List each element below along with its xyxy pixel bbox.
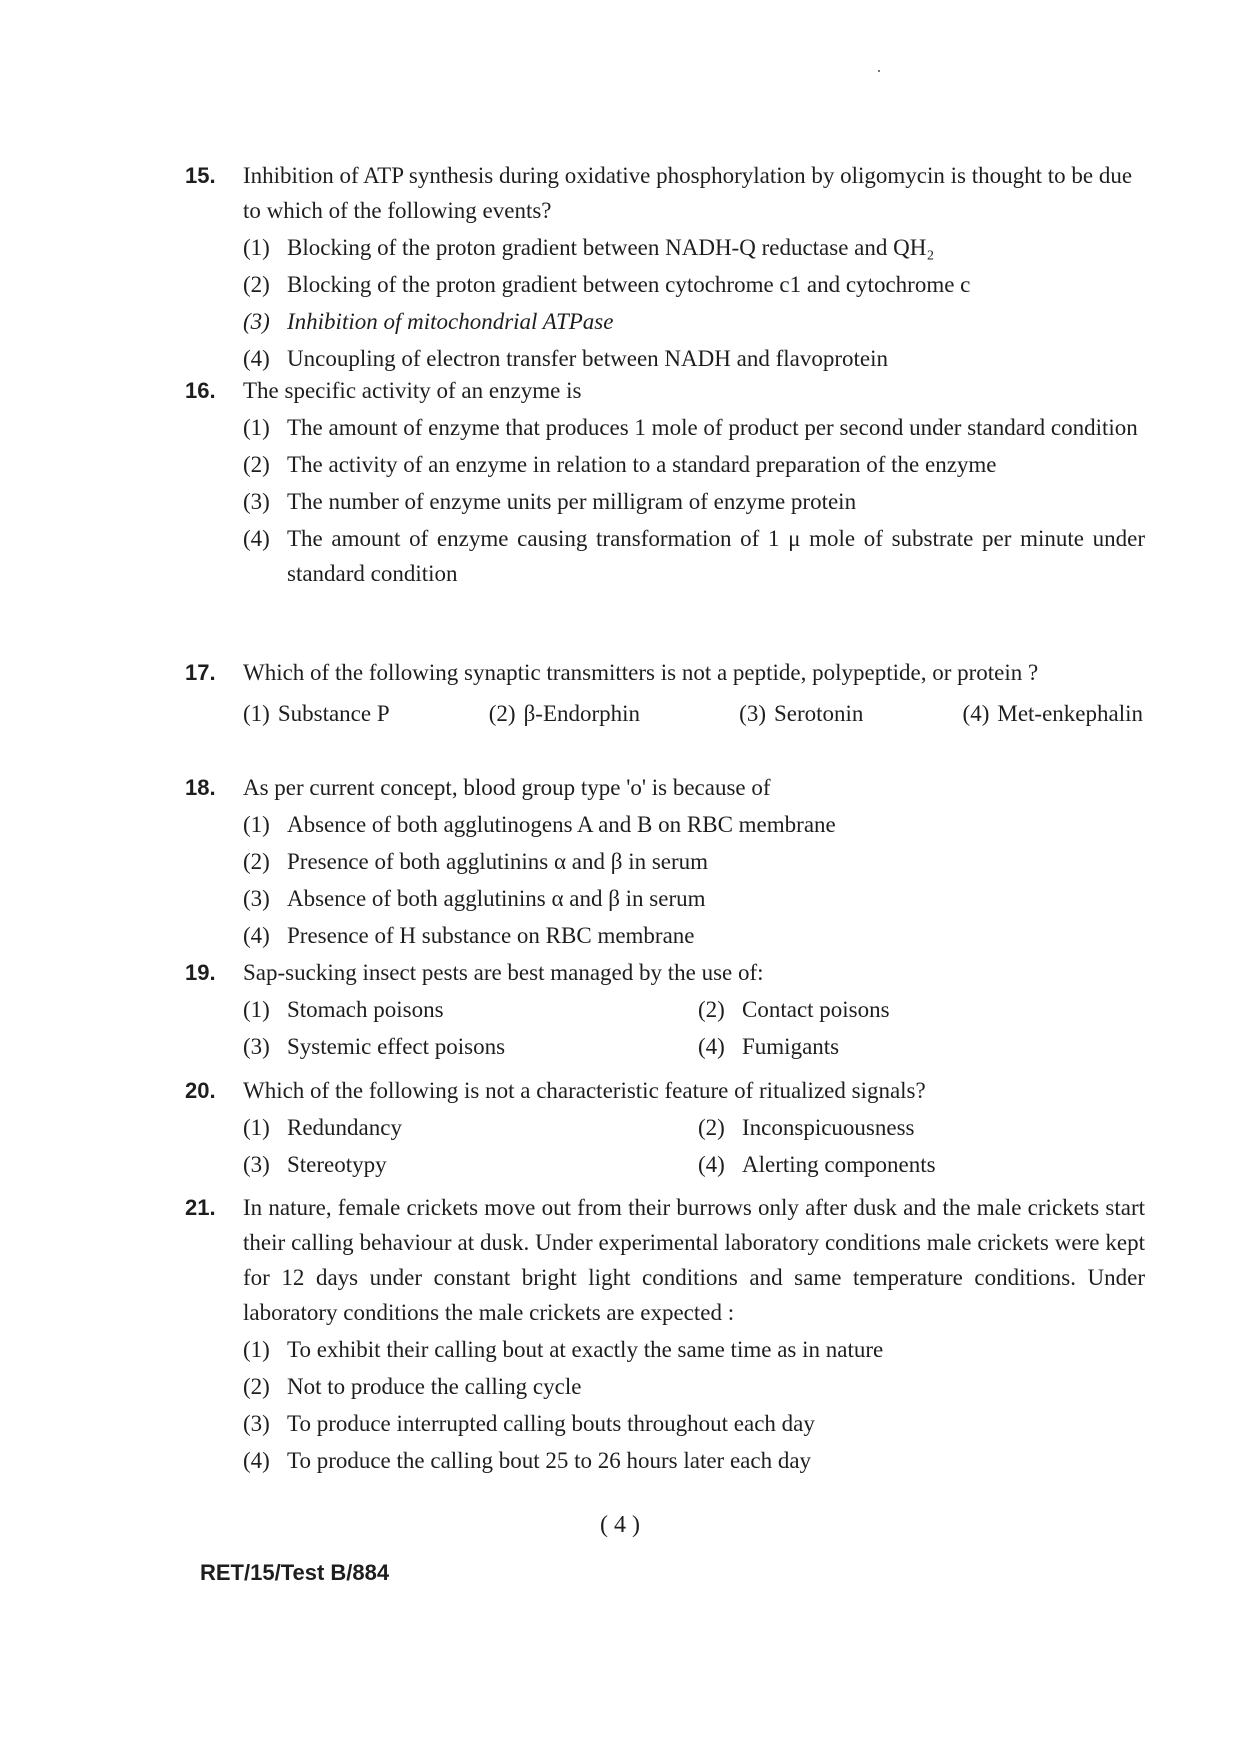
option-list [243,990,1145,1064]
option-1 [243,696,390,731]
option-text: To produce interrupted calling bouts throughout each day [287,1411,815,1436]
option-text: Uncoupling of electron transfer between NADH and flavoprotein [287,346,888,371]
option-number: (2) [243,452,270,477]
option-number: (1) [243,997,270,1022]
option-number: (3) [243,309,270,334]
option-text: β-Endorphin [523,701,641,726]
option-text: Not to produce the calling cycle [287,1374,582,1399]
option-list [243,230,1145,376]
question-19 [185,955,1145,1064]
option-3 [243,304,1145,339]
option-text: Stomach poisons [287,997,444,1022]
option-3 [243,881,1145,916]
option-number: (4) [243,923,270,948]
option-3 [243,1029,698,1064]
option-text: Blocking of the proton gradient between NADH-Q reductase and QH₂ [287,235,935,260]
option-text: Systemic effect poisons [287,1034,506,1059]
question-stem: Which of the following is not a characteristic feature of ritualized signals? [243,1078,926,1103]
option-list [243,410,1145,591]
question-20 [185,1073,1145,1182]
question-15 [185,158,1145,376]
option-number: (4) [698,1152,725,1177]
option-text: Contact poisons [742,997,890,1022]
option-number: (1) [243,1115,270,1140]
option-list [243,1332,1145,1478]
option-text: The amount of enzyme that produces 1 mole of product per second under standard condition [287,415,1138,440]
option-text: Substance P [277,701,390,726]
option-4 [698,1147,1153,1182]
option-3 [243,1406,1145,1441]
option-4 [243,1443,1145,1478]
option-text: Alerting components [742,1152,936,1177]
option-2 [243,447,1145,482]
option-text: Stereotypy [287,1152,387,1177]
option-number: (1) [243,701,270,726]
question-number: 20. [185,1078,216,1103]
question-stem: Which of the following synaptic transmitters is not a peptide, polypeptide, or protein ? [243,660,1039,685]
option-text: Fumigants [742,1034,840,1059]
option-text: Inconspicuousness [742,1115,915,1140]
option-1 [243,410,1145,445]
question-number: 17. [185,660,216,685]
question-16 [185,373,1145,591]
footer-code: RET/15/Test B/884 [200,1560,390,1585]
option-number: (3) [739,701,766,726]
question-number: 21. [185,1195,216,1220]
option-number: (1) [243,812,270,837]
option-1 [243,992,698,1027]
option-4 [243,521,1145,591]
option-text: Presence of H substance on RBC membrane [287,923,695,948]
option-1 [243,1110,698,1145]
option-list [243,1108,1145,1182]
option-2 [243,844,1145,879]
option-list [243,694,1143,731]
option-number: (2) [698,1115,725,1140]
option-text: The amount of enzyme causing transformation of 1 μ mole of substrate per minute under standard condition [287,526,1145,586]
option-number: (4) [243,346,270,371]
option-list [243,807,1145,953]
option-number: (2) [243,272,270,297]
option-number: (3) [243,886,270,911]
option-number: (3) [243,1411,270,1436]
option-number: (3) [243,489,270,514]
option-number: (2) [243,1374,270,1399]
option-4 [963,696,1143,731]
option-3 [739,696,863,731]
option-number: (1) [243,415,270,440]
option-1 [243,807,1145,842]
question-18 [185,770,1145,953]
option-number: (4) [243,526,270,551]
option-text: Met-enkephalin [997,701,1143,726]
question-number: 16. [185,378,216,403]
question-number: 15. [185,163,216,188]
option-text: The number of enzyme units per milligram of enzyme protein [287,489,857,514]
option-text: Absence of both agglutinogens A and B on RBC membrane [287,812,836,837]
question-stem: As per current concept, blood group type 'o' is because of [243,775,771,800]
option-2 [243,267,1145,302]
question-stem: The specific activity of an enzyme is [243,378,582,403]
option-number: (1) [243,1337,270,1362]
option-text: Blocking of the proton gradient between cytochrome c1 and cytochrome c [287,272,971,297]
question-number: 18. [185,775,216,800]
option-4 [698,1029,1153,1064]
option-number: (2) [488,701,516,726]
option-4 [243,341,1145,376]
option-text: Redundancy [287,1115,402,1140]
question-21 [185,1190,1145,1478]
option-text: Presence of both agglutinins α and β in serum [287,849,709,874]
option-number: (4) [243,1448,270,1473]
question-number: 19. [185,960,216,985]
option-1 [243,1332,1145,1367]
option-text: Serotonin [773,701,864,726]
option-2 [698,992,1153,1027]
option-3 [243,1147,698,1182]
option-text: To produce the calling bout 25 to 26 hours later each day [287,1448,812,1473]
option-text: Inhibition of mitochondrial ATPase [287,309,614,334]
option-4 [243,918,1145,953]
question-stem: Inhibition of ATP synthesis during oxidative phosphorylation by oligomycin is thought to be due to which of the following events? [243,163,1133,223]
option-number: (4) [698,1034,725,1059]
option-2 [489,696,640,731]
option-number: (3) [243,1034,270,1059]
option-text: Absence of both agglutinins α and β in serum [287,886,706,911]
option-number: (3) [243,1152,270,1177]
option-1 [243,230,1145,265]
question-stem: Sap-sucking insect pests are best managed by the use of: [243,960,764,985]
option-2 [243,1369,1145,1404]
option-text: To exhibit their calling bout at exactly the same time as in nature [287,1337,884,1362]
option-2 [698,1110,1153,1145]
option-3 [243,484,1145,519]
option-number: (1) [243,235,270,260]
option-number: (2) [243,849,270,874]
option-number: (2) [698,997,725,1022]
question-stem: In nature, female crickets move out from their burrows only after dusk and the male crickets start their calling behaviour at dusk. Under experimental laboratory conditions male crickets were kept for 12 days under constant bright light conditions and same temperature conditions. Under laboratory conditions the male crickets are expected : [243,1195,1145,1325]
scan-speck [878,70,880,72]
page-number: ( 4 ) [600,1512,640,1538]
option-number: (4) [962,701,990,726]
option-text: The activity of an enzyme in relation to a standard preparation of the enzyme [287,452,997,477]
question-17 [185,655,1145,731]
